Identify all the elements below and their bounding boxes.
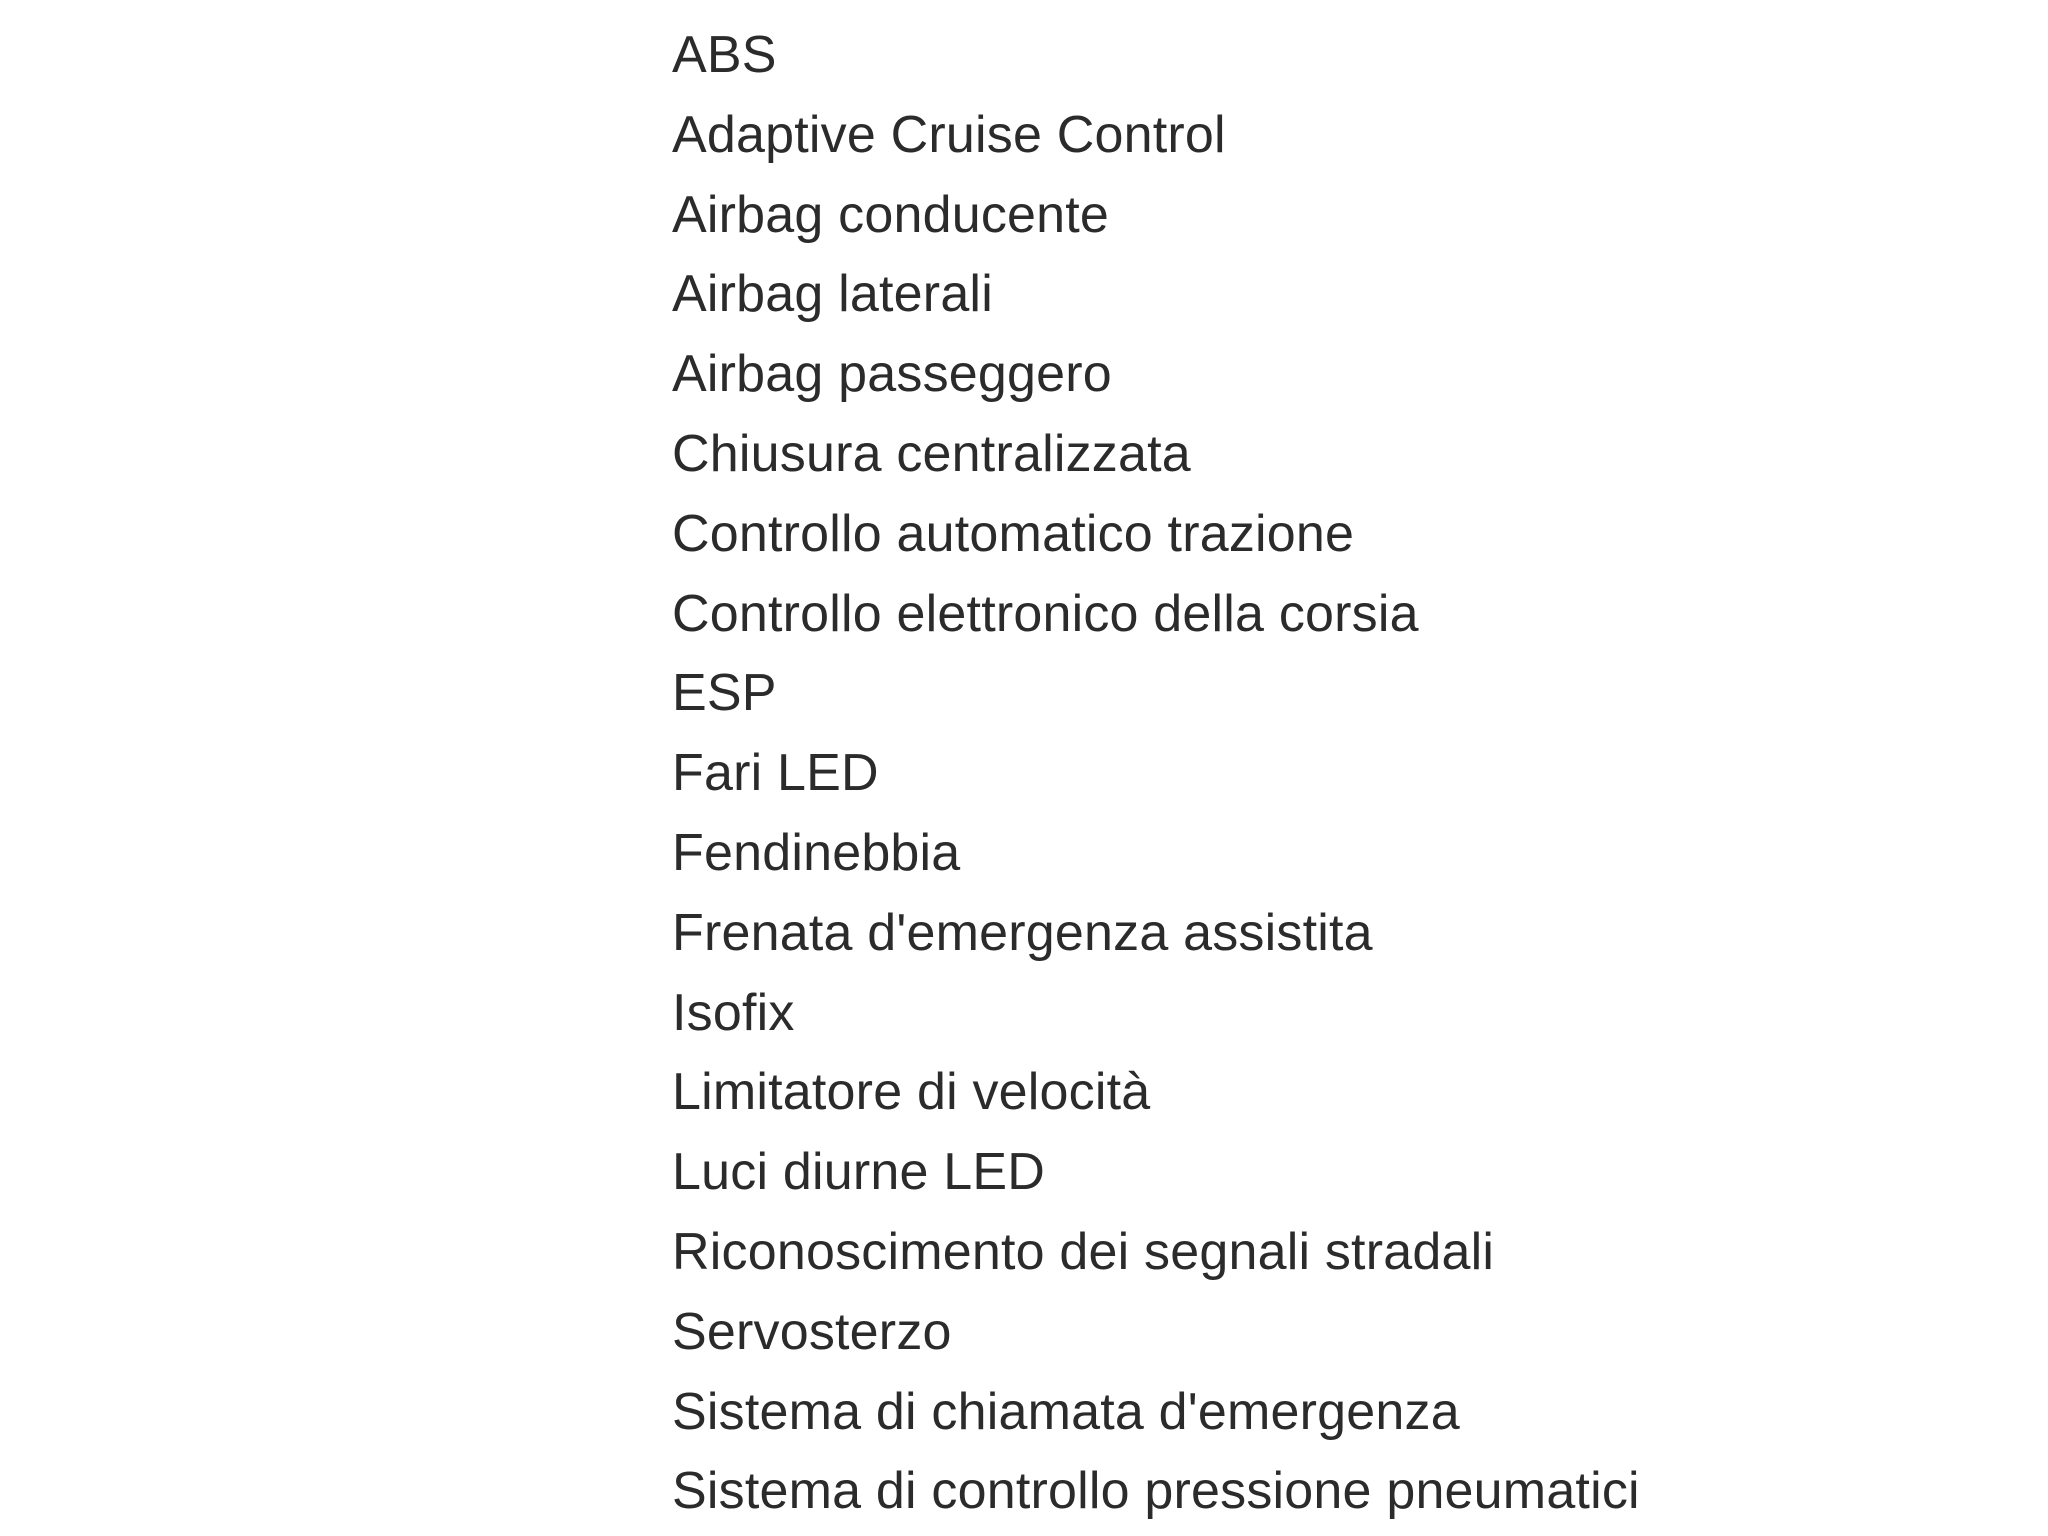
- list-item: Frenata d'emergenza assistita: [672, 903, 1373, 962]
- list-item: ESP: [672, 664, 777, 723]
- list-item: Airbag laterali: [672, 265, 993, 324]
- list-item: Riconoscimento dei segnali stradali: [672, 1222, 1495, 1281]
- list-item: Fendinebbia: [672, 823, 961, 882]
- feature-list: [672, 16, 1640, 1532]
- list-item: Sistema di chiamata d'emergenza: [672, 1382, 1460, 1441]
- list-item: Luci diurne LED: [672, 1143, 1045, 1202]
- list-item: Isofix: [672, 983, 795, 1042]
- list-item: Fari LED: [672, 744, 879, 803]
- list-item: Controllo elettronico della corsia: [672, 584, 1419, 643]
- list-item: Airbag passeggero: [672, 345, 1112, 404]
- list-item: Sistema di controllo pressione pneumatici: [672, 1462, 1640, 1521]
- list-item: Airbag conducente: [672, 185, 1110, 244]
- list-item: Servosterzo: [672, 1302, 952, 1361]
- list-item: Adaptive Cruise Control: [672, 105, 1226, 164]
- list-item: ABS: [672, 26, 777, 84]
- list-item: Chiusura centralizzata: [672, 424, 1191, 483]
- list-item: Limitatore di velocità: [672, 1063, 1151, 1122]
- list-item: Controllo automatico trazione: [672, 504, 1355, 563]
